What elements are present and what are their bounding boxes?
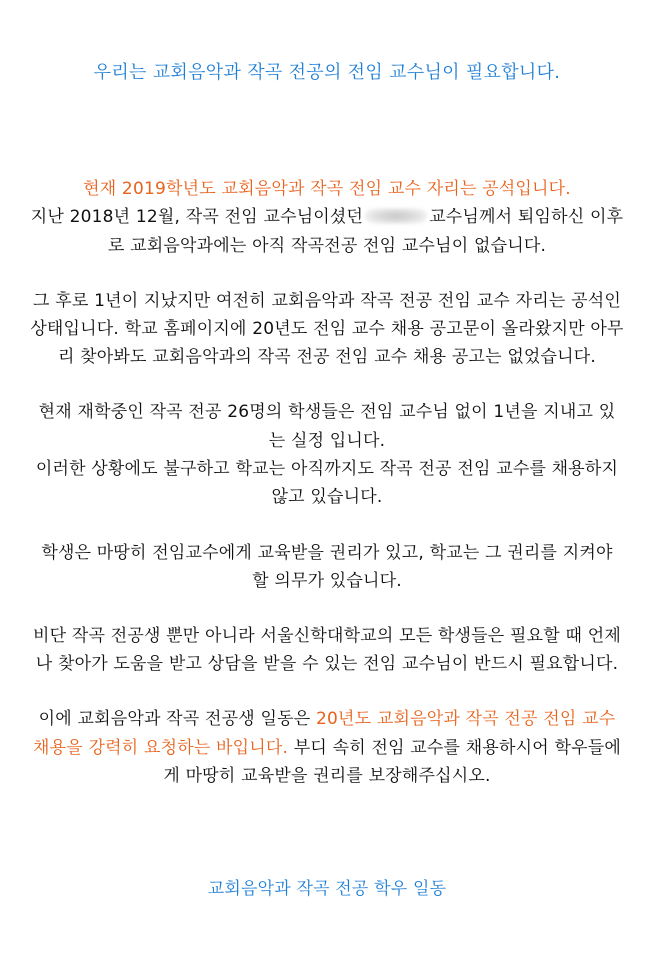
- paragraph4-line2: 할 의무가 있습니다.: [252, 571, 402, 591]
- paragraph6-line1: [14, 708, 640, 730]
- paragraph6-line3: 게 마땅히 교육받을 권리를 보장해주십시오.: [163, 766, 491, 786]
- paragraph1-line2-before: 지난 2018년 12월, 작곡 전임 교수님이셨던: [30, 207, 364, 227]
- request-highlight-part1: 20년도 교회음악과 작곡 전공 전임 교수: [315, 709, 616, 729]
- paragraph1-line2: [14, 206, 640, 228]
- paragraph5-line2: 나 찾아가 도움을 받고 상담을 받을 수 있는 전임 교수님이 반드시 필요합니다.: [35, 654, 619, 674]
- paragraph1-line2-after: 교수님께서 퇴임하신 이후: [429, 207, 624, 227]
- paragraph2-line3: 리 찾아봐도 교회음악과의 작곡 전공 전임 교수 채용 공고는 없었습니다.: [57, 347, 597, 367]
- paragraph6-line2: [14, 737, 640, 759]
- paragraph2-line2: 상태입니다. 학교 홈페이지에 20년도 전임 교수 채용 공고문이 올라왔지만 아무: [30, 319, 624, 339]
- paragraph2-line1: 그 후로 1년이 지났지만 여전히 교회음악과 작곡 전공 전임 교수 자리는 공석인: [33, 291, 621, 311]
- paragraph3-line2: 는 실정 입니다.: [268, 431, 386, 451]
- vacancy-highlight-line: 현재 2019학년도 교회음악과 작곡 전임 교수 자리는 공석입니다.: [83, 179, 571, 199]
- paragraph3-line1: 현재 재학중인 작곡 전공 26명의 학생들은 전임 교수님 없이 1년을 지내고 있: [38, 402, 616, 422]
- signature: 교회음악과 작곡 전공 학우 일동: [207, 879, 447, 899]
- paragraph1-line3: 로 교회음악과에는 아직 작곡전공 전임 교수님이 없습니다.: [107, 236, 547, 256]
- paragraph3-line4: 않고 있습니다.: [271, 487, 383, 507]
- paragraph6-line2-after: 부디 속히 전임 교수를 채용하시어 학우들에: [293, 738, 621, 758]
- paragraph6-line1-before: 이에 교회음악과 작곡 전공생 일동은: [38, 709, 311, 729]
- document-heading: 우리는 교회음악과 작곡 전공의 전임 교수님이 필요합니다.: [93, 62, 561, 83]
- request-highlight-part2: 채용을 강력히 요청하는 바입니다.: [33, 738, 289, 758]
- paragraph5-line1: 비단 작곡 전공생 뿐만 아니라 서울신학대학교의 모든 학생들은 필요할 때 언제: [33, 626, 621, 646]
- paragraph4-line1: 학생은 마땅히 전임교수에게 교육받을 권리가 있고, 학교는 그 권리를 지켜야: [41, 543, 613, 563]
- redacted-name-blur: [365, 208, 427, 224]
- paragraph3-line3: 이러한 상황에도 불구하고 학교는 아직까지도 작곡 전공 전임 교수를 채용하지: [35, 459, 619, 479]
